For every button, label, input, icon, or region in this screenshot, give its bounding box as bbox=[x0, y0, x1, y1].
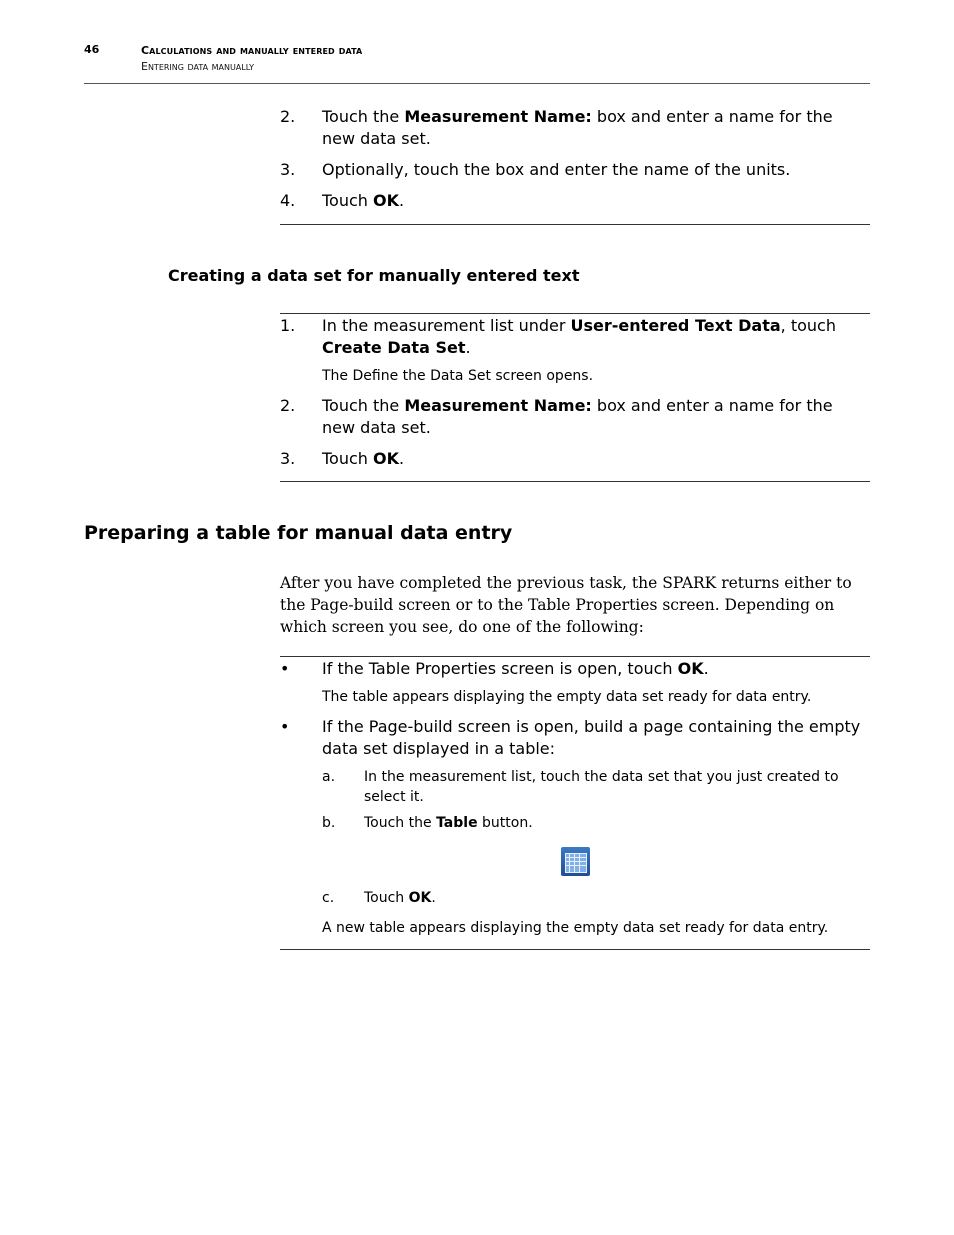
step-note: The Define the Data Set screen opens. bbox=[322, 368, 594, 384]
bullet-text: If the Table Properties screen is open, touch OK. bbox=[322, 659, 709, 678]
bullet-text: If the Page-build screen is open, build a page containing the empty data set displayed in a table: bbox=[322, 717, 861, 758]
step-text: Touch OK. bbox=[322, 191, 405, 210]
subsection-heading: Creating a data set for manually entered text bbox=[168, 266, 580, 285]
step-text: Touch the Measurement Name: box and enter a name for the new data set. bbox=[322, 107, 833, 148]
step-number: 2. bbox=[280, 107, 296, 126]
divider bbox=[280, 313, 870, 314]
divider bbox=[280, 656, 870, 657]
bullet-note: The table appears displaying the empty data set ready for data entry. bbox=[322, 689, 812, 705]
bullet-mark: • bbox=[280, 659, 290, 678]
step-text: Optionally, touch the box and enter the name of the units. bbox=[322, 160, 791, 179]
sub-step-text: Touch the Table button. bbox=[364, 815, 533, 831]
step-number: 1. bbox=[280, 316, 296, 335]
step-number: 4. bbox=[280, 191, 296, 210]
result-note: A new table appears displaying the empty data set ready for data entry. bbox=[322, 920, 829, 936]
page-number: 46 bbox=[84, 43, 100, 56]
page-header bbox=[84, 42, 870, 84]
section-heading: Preparing a table for manual data entry bbox=[84, 522, 513, 544]
chapter-title: Calculations and manually entered data bbox=[141, 44, 363, 57]
step-number: 2. bbox=[280, 396, 296, 415]
step-number: 3. bbox=[280, 449, 296, 468]
sub-step-text: Touch OK. bbox=[364, 890, 436, 906]
step-text: Touch the Measurement Name: box and enter a name for the new data set. bbox=[322, 396, 833, 437]
intro-paragraph: After you have completed the previous task, the SPARK returns either to the Page-build screen or to the Table Properties screen. Depending on which screen you see, do one of the following: bbox=[280, 574, 852, 636]
sub-step-letter: c. bbox=[322, 890, 335, 906]
sub-step-letter: a. bbox=[322, 769, 336, 785]
section-title: Entering data manually bbox=[141, 60, 255, 73]
divider bbox=[280, 949, 870, 950]
sub-step-letter: b. bbox=[322, 815, 336, 831]
step-number: 3. bbox=[280, 160, 296, 179]
divider bbox=[280, 481, 870, 482]
sub-step-text: In the measurement list, touch the data set that you just created to select it. bbox=[364, 769, 839, 805]
step-text: Touch OK. bbox=[322, 449, 405, 468]
divider bbox=[280, 224, 870, 225]
bullet-mark: • bbox=[280, 717, 290, 736]
table-grid-icon bbox=[561, 847, 590, 876]
step-text: In the measurement list under User-entered Text Data, touch Create Data Set. bbox=[322, 316, 836, 357]
